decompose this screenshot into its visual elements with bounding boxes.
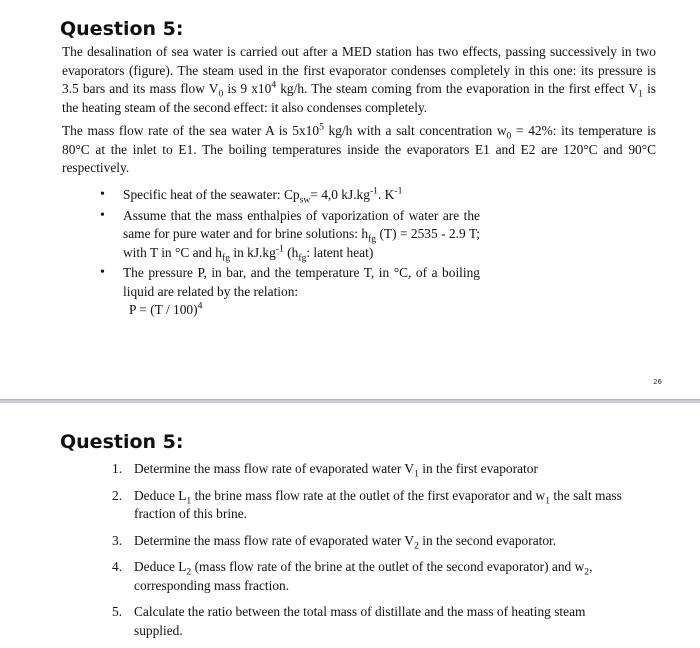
subscript: sw <box>299 194 311 206</box>
subscript: 0 <box>506 130 512 142</box>
text-run: Determine the mass flow rate of evaporated water V <box>134 532 415 548</box>
subscript: 1 <box>545 495 551 507</box>
subscript: 2 <box>186 566 192 578</box>
given-data-list <box>100 186 480 322</box>
task-item <box>112 532 622 551</box>
text-run: : latent heat) <box>306 244 374 260</box>
text-run: the salt mass fraction of this brine. <box>134 487 622 521</box>
text-run: (mass flow rate of the brine at the outlet of the second evaporator) and w <box>191 559 585 574</box>
text-run: , corresponding mass fraction. <box>134 559 593 593</box>
subscript: 1 <box>638 88 643 100</box>
task-number: 5. <box>112 604 123 619</box>
subscript: fg <box>221 252 231 264</box>
subscript: 2 <box>414 540 419 552</box>
task-item <box>112 603 622 640</box>
subscript: 0 <box>218 88 224 100</box>
text-run: Specific heat of the seawater: Cp <box>123 187 300 202</box>
text-run: in the first evaporator <box>418 461 538 476</box>
text-run: is 9 x10 <box>223 81 272 96</box>
text-run: Deduce L <box>134 487 187 503</box>
pressure-formula <box>129 301 480 320</box>
formula-text: P = (T / 100) <box>129 302 198 317</box>
text-run: The mass flow rate of the sea water A is 5x10 <box>62 123 320 138</box>
superscript: -1 <box>275 243 284 255</box>
bullet-enthalpy <box>100 207 480 263</box>
subscript: 2 <box>584 566 590 578</box>
task-number: 3. <box>112 532 123 548</box>
document-page-2 <box>0 403 700 644</box>
bullet-specific-heat <box>100 186 480 205</box>
text-run: Calculate the ratio between the total mass of distillate and the mass of heating steam supplied. <box>134 604 586 638</box>
text-run: The desalination of sea water is carried out after a MED station has two effects, passing successively in two evaporators (figure). The steam used in the first evaporator condenses completely in this one: its pressure is 3.5 bars and its mass flow V <box>62 44 656 96</box>
text-run: (T) = 2535 - 2.9 T; with T in °C and h <box>123 226 480 260</box>
question-title: Question 5: <box>60 431 184 453</box>
page-number: 26 <box>653 378 662 386</box>
task-list <box>112 460 622 648</box>
text-run: is the heating steam of the second effect: it also condenses completely. <box>62 81 657 115</box>
text-run: = 4,0 kJ.kg <box>310 187 370 202</box>
question-title: Question 5: <box>60 18 184 40</box>
text-run: kg/h with a salt concentration w <box>323 123 507 138</box>
subscript: fg <box>368 233 377 245</box>
text-run: . K <box>377 187 395 202</box>
text-run: in the second evaporator. <box>418 532 557 548</box>
text-run: The pressure P, in bar, and the temperature T, in °C, of a boiling liquid are related by the relation: <box>123 265 480 299</box>
bullet-pressure-relation <box>100 264 480 320</box>
task-number: 4. <box>112 559 123 574</box>
text-run: Assume that the mass enthalpies of vaporization of water are the same for pure water and for brine solutions: h <box>123 207 480 241</box>
subscript: 1 <box>414 468 419 480</box>
text-run: Determine the mass flow rate of evaporated water V <box>134 461 415 476</box>
text-run: the brine mass flow rate at the outlet of the first evaporator and w <box>191 487 546 503</box>
task-item <box>112 558 622 595</box>
superscript: -1 <box>369 185 378 197</box>
text-run: (h <box>283 244 299 260</box>
intro-paragraph-2 <box>62 122 656 178</box>
superscript: 5 <box>319 121 324 133</box>
text-run: kg/h. The steam coming from the evaporation in the first effect V <box>276 81 639 96</box>
text-run: = 42%: its temperature is 80°C at the inlet to E1. The boiling temperatures inside the evaporators E1 and E2 are 120°C and 90°C respectively. <box>62 123 656 175</box>
task-item <box>112 487 622 524</box>
subscript: fg <box>298 252 307 264</box>
subscript: 1 <box>186 495 192 507</box>
superscript: -1 <box>394 185 403 197</box>
superscript: 4 <box>197 300 203 312</box>
text-run: Deduce L <box>134 559 187 574</box>
task-number: 2. <box>112 487 123 503</box>
task-item <box>112 460 622 479</box>
intro-paragraph-1 <box>62 43 656 117</box>
task-number: 1. <box>112 461 123 476</box>
superscript: 4 <box>271 79 277 91</box>
text-run: in kJ.kg <box>230 244 276 260</box>
